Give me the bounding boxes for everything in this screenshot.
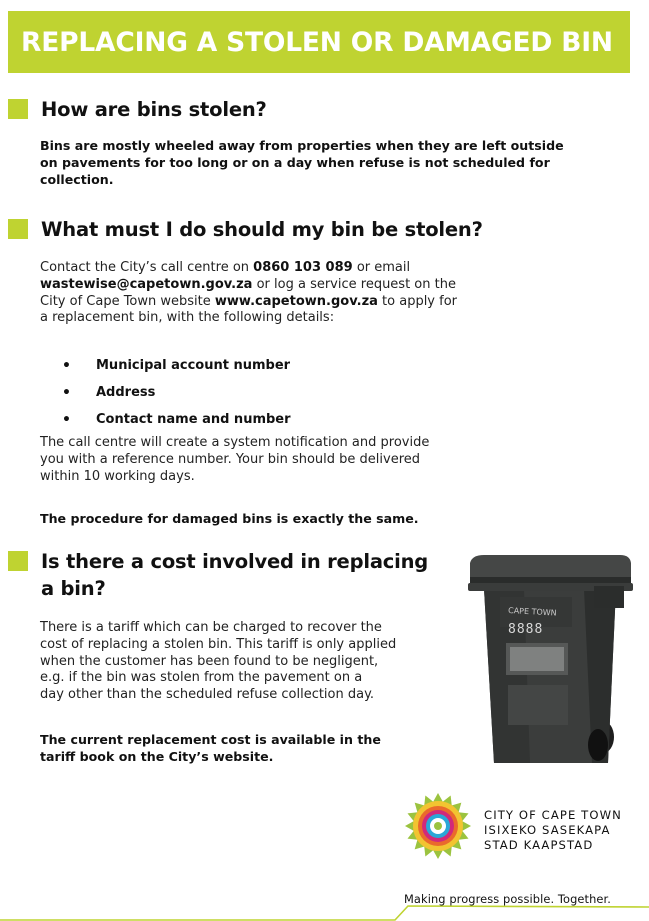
page-title: REPLACING A STOLEN OR DAMAGED BIN (8, 11, 630, 73)
damaged-bins-note: The procedure for damaged bins is exactly the same. (40, 511, 419, 526)
email-address: wastewise@capetown.gov.za (40, 276, 253, 292)
contact-paragraph: Contact the City’s call centre on 0860 103 089 or email wastewise@capetown.gov.za or log a service request on the City of Cape Town website www.capetown.gov.za to apply for a replacement bin, with the following details: (40, 260, 458, 326)
section-header-cost (8, 548, 428, 602)
section-heading: Is there a cost involved in replacing a bin? (41, 550, 429, 600)
section-header-how-stolen (8, 96, 267, 123)
details-list (62, 352, 291, 433)
heading-square-icon (8, 551, 28, 571)
section1-body: Bins are mostly wheeled away from properties when they are left outside on pavements for too long or on a day when refuse is not scheduled for collection. (40, 138, 564, 187)
bin-number-text: 8888 (508, 622, 544, 637)
section-heading: What must I do should my bin be stolen? (41, 218, 483, 241)
heading-square-icon (8, 99, 28, 119)
notification-paragraph: The call centre will create a system notification and provide you with a reference number. Your bin should be delivered within 10 working days. (40, 435, 430, 484)
cost-note: The current replacement cost is available in the tariff book on the City’s website. (40, 732, 381, 764)
list-item: • Contact name and number (62, 411, 291, 428)
bullet-icon: • (62, 384, 71, 401)
city-of-cape-town-logo-icon (405, 793, 471, 859)
list-item: • Municipal account number (62, 357, 291, 374)
wheelie-bin-image (464, 553, 636, 775)
tagline: Making progress possible. Together. (404, 892, 611, 906)
section-heading: How are bins stolen? (41, 98, 267, 121)
website-link: www.capetown.gov.za (214, 293, 378, 309)
phone-number: 0860 103 089 (253, 260, 353, 275)
list-item: • Address (62, 384, 156, 401)
section-header-what-to-do (8, 216, 483, 243)
heading-square-icon (8, 219, 28, 239)
city-name-block: CITY OF CAPE TOWN ISIXEKO SASEKAPA STAD KAAPSTAD (484, 808, 622, 852)
bullet-icon: • (62, 411, 71, 428)
bin-label-text: CAPE TOWN (507, 606, 557, 618)
tariff-paragraph: There is a tariff which can be charged to recover the cost of replacing a stolen bin. This tariff is only applied when the customer has been found to be negligent, e.g. if the bin was stolen from the pavement on a day other than the scheduled refuse collection day. (40, 620, 397, 703)
bullet-icon: • (62, 357, 71, 374)
